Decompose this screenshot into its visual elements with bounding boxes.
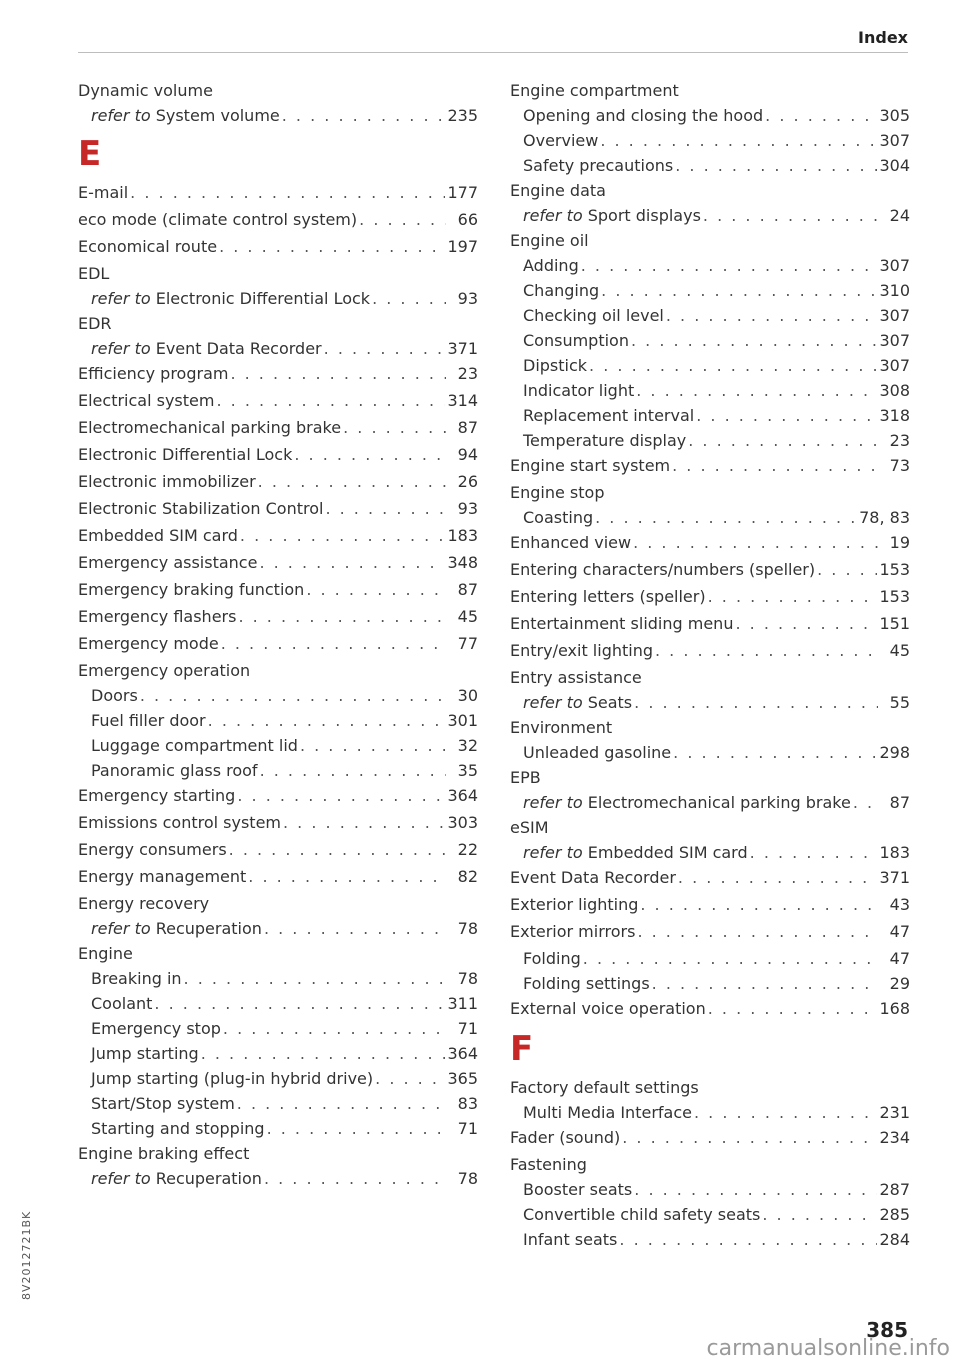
header-rule <box>78 52 908 53</box>
index-subentry[interactable]: Folding settings . . . 29 <box>510 971 910 996</box>
index-subentry[interactable]: Folding . . . 47 <box>510 946 910 971</box>
index-ref-entry[interactable]: refer to Electromechanical parking brake . . . 87 <box>510 790 910 815</box>
index-heading: Entry assistance <box>510 668 642 687</box>
index-subentry[interactable]: Jump starting . . . 364 <box>78 1041 478 1066</box>
index-heading: Environment <box>510 718 613 737</box>
document-code: 8V2012721BK <box>20 1210 33 1300</box>
index-ref-entry[interactable] <box>78 103 478 128</box>
index-entry[interactable]: Electronic immobilizer . . . 26 <box>78 469 478 496</box>
index-heading: Energy recovery <box>78 894 210 913</box>
index-entry[interactable]: Energy consumers . . . 22 <box>78 837 478 864</box>
index-entry[interactable]: Electronic Stabilization Control . . . 93 <box>78 496 478 523</box>
index-subentry[interactable]: Doors . . . 30 <box>78 683 478 708</box>
index-heading: EDL <box>78 264 110 283</box>
index-entry[interactable]: External voice operation . . . 168 <box>510 996 910 1023</box>
index-subentry[interactable]: Convertible child safety seats . . . 285 <box>510 1202 910 1227</box>
index-heading: Factory default settings <box>510 1078 699 1097</box>
index-entry[interactable]: Electromechanical parking brake . . . 87 <box>78 415 478 442</box>
index-heading: Engine stop <box>510 483 605 502</box>
ref-target: System volume <box>155 106 280 125</box>
index-subentry[interactable]: Infant seats . . . 284 <box>510 1227 910 1252</box>
index-entry[interactable]: Emergency flashers . . . 45 <box>78 604 478 631</box>
index-entry[interactable]: Efficiency program . . . 23 <box>78 361 478 388</box>
index-column-left <box>78 78 478 1191</box>
index-subentry[interactable]: Jump starting (plug-in hybrid drive) . . . 365 <box>78 1066 478 1091</box>
index-ref-entry[interactable]: refer to Seats . . . 55 <box>510 690 910 715</box>
index-entry[interactable]: E-mail . . . 177 <box>78 180 478 207</box>
index-subentry[interactable]: Booster seats . . . 287 <box>510 1177 910 1202</box>
index-subentry[interactable]: Coolant . . . 311 <box>78 991 478 1016</box>
index-subentry[interactable]: Replacement interval . . . 318 <box>510 403 910 428</box>
index-entry[interactable]: Enhanced view . . . 19 <box>510 530 910 557</box>
index-heading: Dynamic volume <box>78 81 213 100</box>
index-subentry[interactable]: Safety precautions . . . 304 <box>510 153 910 178</box>
index-entry[interactable]: Entertainment sliding menu . . . 151 <box>510 611 910 638</box>
index-heading: EDR <box>78 314 112 333</box>
index-entry[interactable]: Fader (sound) . . . 234 <box>510 1125 910 1152</box>
index-ref-entry[interactable]: refer to Event Data Recorder . . . 371 <box>78 336 478 361</box>
index-entry[interactable]: Embedded SIM card . . . 183 <box>78 523 478 550</box>
index-entry[interactable]: Event Data Recorder . . . 371 <box>510 865 910 892</box>
page-ref: 177 <box>447 183 478 202</box>
index-subentry[interactable]: Breaking in . . . 78 <box>78 966 478 991</box>
index-subentry[interactable]: Temperature display . . . 23 <box>510 428 910 453</box>
index-ref-entry[interactable]: refer to Sport displays . . . 24 <box>510 203 910 228</box>
index-entry[interactable]: eco mode (climate control system) . . . 66 <box>78 207 478 234</box>
index-heading: Emergency operation <box>78 661 251 680</box>
index-entry[interactable]: Exterior mirrors . . . 47 <box>510 919 910 946</box>
index-entry[interactable]: Electrical system . . . 314 <box>78 388 478 415</box>
index-subentry[interactable]: Emergency stop . . . 71 <box>78 1016 478 1041</box>
index-subentry[interactable]: Luggage compartment lid . . . 32 <box>78 733 478 758</box>
index-heading: Engine braking effect <box>78 1144 250 1163</box>
index-ref-entry[interactable]: refer to Electronic Differential Lock . . . 93 <box>78 286 478 311</box>
index-subentry[interactable]: Checking oil level . . . 307 <box>510 303 910 328</box>
index-entry[interactable]: Emissions control system . . . 303 <box>78 810 478 837</box>
index-entry[interactable]: Engine start system . . . 73 <box>510 453 910 480</box>
index-entry[interactable]: Emergency assistance . . . 348 <box>78 550 478 577</box>
index-subentry[interactable]: Starting and stopping . . . 71 <box>78 1116 478 1141</box>
index-ref-entry[interactable]: refer to Recuperation . . . 78 <box>78 1166 478 1191</box>
index-subentry[interactable]: Unleaded gasoline . . . 298 <box>510 740 910 765</box>
index-subentry[interactable]: Start/Stop system . . . 83 <box>78 1091 478 1116</box>
page-ref: 66 <box>457 210 478 229</box>
index-entry[interactable]: Emergency braking function . . . 87 <box>78 577 478 604</box>
index-heading: Engine oil <box>510 231 589 250</box>
refer-to-label: refer to <box>91 106 151 125</box>
index-heading: Engine data <box>510 181 606 200</box>
index-ref-entry[interactable]: refer to Recuperation . . . 78 <box>78 916 478 941</box>
index-column-right <box>510 78 910 1252</box>
index-subentry[interactable]: Panoramic glass roof . . . 35 <box>78 758 478 783</box>
index-subentry[interactable]: Dipstick . . . 307 <box>510 353 910 378</box>
index-subentry[interactable]: Multi Media Interface . . . 231 <box>510 1100 910 1125</box>
page-ref: 93 <box>457 289 478 308</box>
index-entry[interactable]: Entering characters/numbers (speller) . . . 153 <box>510 557 910 584</box>
index-entry[interactable]: Emergency starting . . . 364 <box>78 783 478 810</box>
page-ref: 371 <box>447 339 478 358</box>
index-entry[interactable]: Exterior lighting . . . 43 <box>510 892 910 919</box>
index-entry[interactable]: Economical route . . . 197 <box>78 234 478 261</box>
index-entry[interactable]: Emergency mode . . . 77 <box>78 631 478 658</box>
page-ref: 235 <box>447 106 478 125</box>
index-subentry[interactable]: Consumption . . . 307 <box>510 328 910 353</box>
index-heading: Engine <box>78 944 133 963</box>
index-entry[interactable]: Entering letters (speller) . . . 153 <box>510 584 910 611</box>
page-ref: 197 <box>447 237 478 256</box>
index-ref-entry[interactable]: refer to Embedded SIM card . . . 183 <box>510 840 910 865</box>
index-subentry[interactable]: Fuel filler door . . . 301 <box>78 708 478 733</box>
index-subentry[interactable]: Coasting . . . 78, 83 <box>510 505 910 530</box>
index-subentry[interactable]: Overview . . . 307 <box>510 128 910 153</box>
index-heading: Engine compartment <box>510 81 679 100</box>
page-header-title: Index <box>858 28 908 47</box>
index-heading: Fastening <box>510 1155 587 1174</box>
index-subentry[interactable]: Opening and closing the hood . . . 305 <box>510 103 910 128</box>
index-subentry[interactable]: Changing . . . 310 <box>510 278 910 303</box>
index-entry[interactable]: Entry/exit lighting . . . 45 <box>510 638 910 665</box>
index-heading: EPB <box>510 768 541 787</box>
index-subentry[interactable]: Indicator light . . . 308 <box>510 378 910 403</box>
index-subentry[interactable]: Adding . . . 307 <box>510 253 910 278</box>
index-heading: eSIM <box>510 818 549 837</box>
section-letter: E <box>78 134 102 174</box>
index-entry[interactable]: Energy management . . . 82 <box>78 864 478 891</box>
watermark: carmanualsonline.info <box>706 1336 950 1361</box>
section-letter: F <box>510 1029 534 1069</box>
page-number: 385 <box>866 1318 908 1342</box>
index-entry[interactable]: Electronic Differential Lock . . . 94 <box>78 442 478 469</box>
